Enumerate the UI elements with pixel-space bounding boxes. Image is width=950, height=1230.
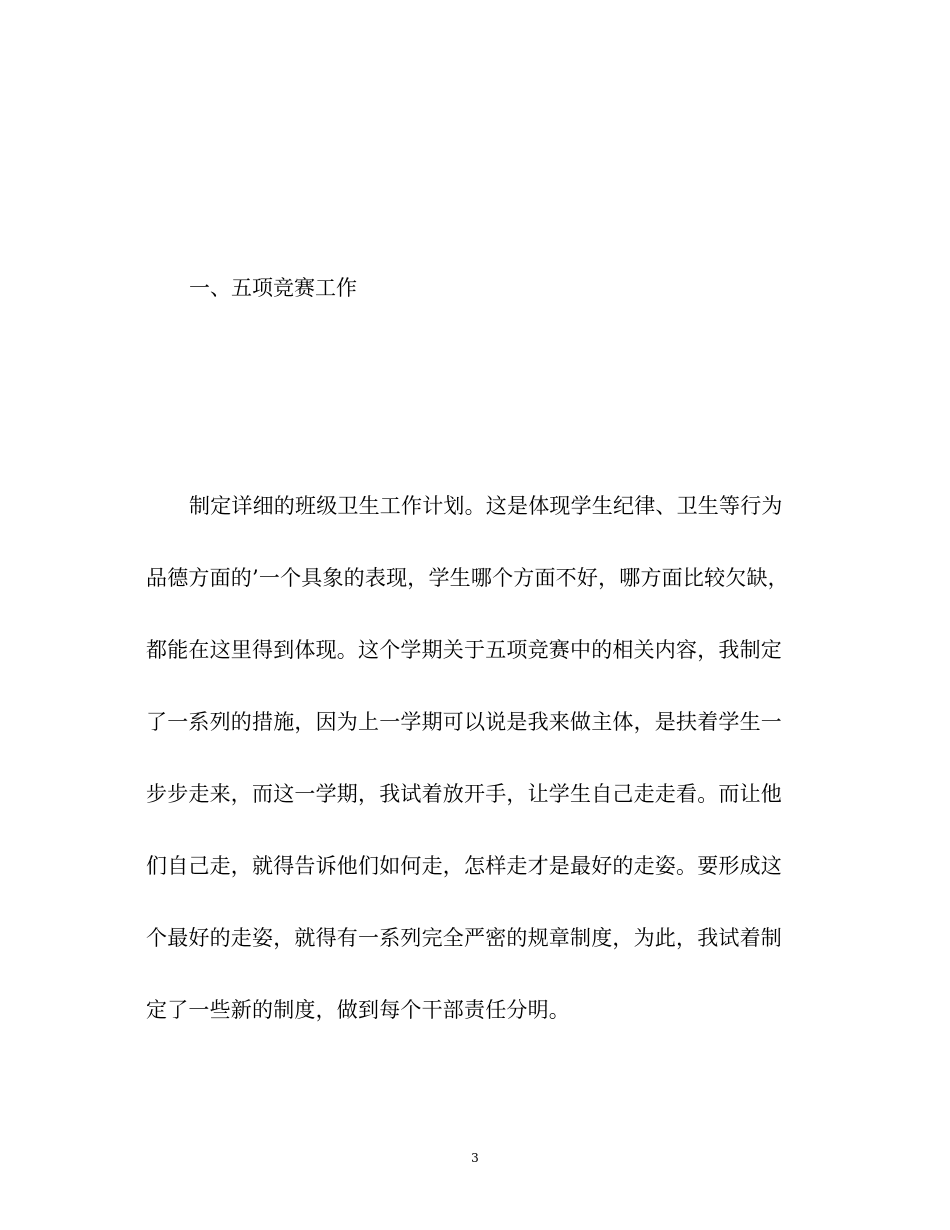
paragraph-line: 都能在这里得到体现。这个学期关于五项竞赛中的相关内容，我制定 xyxy=(146,638,782,662)
paragraph-line: 定了一些新的制度，做到每个干部责任分明。 xyxy=(146,998,570,1022)
paragraph-line: 个最好的走姿，就得有一系列完全严密的规章制度，为此，我试着制 xyxy=(146,926,782,950)
page-number: 3 xyxy=(471,1151,479,1165)
paragraph-line: 制定详细的班级卫生工作计划。这是体现学生纪律、卫生等行为 xyxy=(189,494,783,518)
paragraph-line: 品德方面的’一个具象的表现，学生哪个方面不好，哪方面比较欠缺， xyxy=(146,566,789,590)
paragraph-line: 们自己走，就得告诉他们如何走，怎样走才是最好的走姿。要形成这 xyxy=(146,854,782,878)
section-heading: 一、五项竞赛工作 xyxy=(189,276,357,300)
paragraph-line: 步步走来，而这一学期，我试着放开手，让学生自己走走看。而让他 xyxy=(146,782,782,806)
body-paragraph xyxy=(146,490,806,1066)
paragraph-line: 了一系列的措施，因为上一学期可以说是我来做主体，是扶着学生一 xyxy=(146,710,782,734)
